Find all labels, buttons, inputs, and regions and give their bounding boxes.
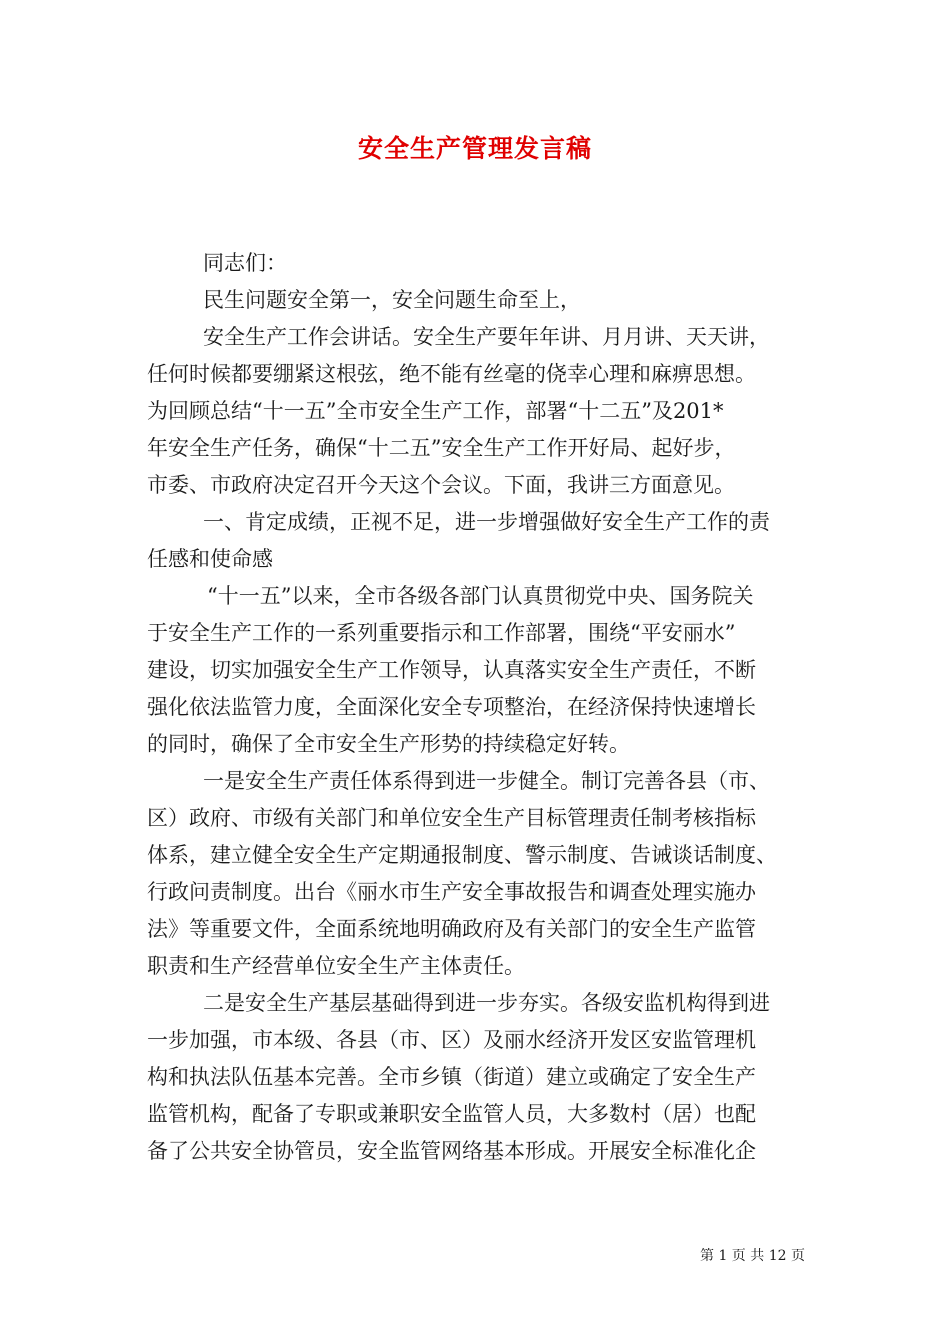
paragraph-line: 监管机构，配备了专职或兼职安全监管人员，大多数村（居）也配 (147, 1102, 756, 1126)
paragraph-line: 一是安全生产责任体系得到进一步健全。制订完善各县（市、 (203, 769, 770, 793)
paragraph-line: 职责和生产经营单位安全生产主体责任。 (147, 954, 525, 978)
document-body (147, 245, 813, 1170)
paragraph-line: 强化依法监管力度，全面深化安全专项整治，在经济保持快速增长 (147, 695, 756, 719)
paragraph-line: 为回顾总结“十一五”全市安全生产工作，部署“十二五”及201* (147, 399, 724, 423)
document-title: 安全生产管理发言稿 (357, 134, 592, 163)
paragraph-line: 建设，切实加强安全生产工作领导，认真落实安全生产责任，不断 (147, 658, 756, 682)
paragraph-line: 构和执法队伍基本完善。全市乡镇（街道）建立或确定了安全生产 (147, 1065, 756, 1089)
paragraph-line: 备了公共安全协管员，安全监管网络基本形成。开展安全标准化企 (147, 1139, 756, 1163)
paragraph-line: 二是安全生产基层基础得到进一步夯实。各级安监机构得到进 (203, 991, 770, 1015)
paragraph-line: 民生问题安全第一，安全问题生命至上， (203, 288, 581, 312)
section-heading-line: 任感和使命感 (147, 547, 273, 571)
paragraph-line: 法》等重要文件，全面系统地明确政府及有关部门的安全生产监管 (147, 917, 756, 941)
paragraph-line: 安全生产工作会讲话。安全生产要年年讲、月月讲、天天讲， (203, 325, 770, 349)
paragraph-line: 一步加强，市本级、各县（市、区）及丽水经济开发区安监管理机 (147, 1028, 756, 1052)
paragraph-line: “十一五”以来，全市各级各部门认真贯彻党中央、国务院关 (207, 584, 754, 608)
paragraph-line: 任何时候都要绷紧这根弦，绝不能有丝毫的侥幸心理和麻痹思想。 (147, 362, 756, 386)
salutation: 同志们： (203, 251, 287, 275)
paragraph-line: 的同时，确保了全市安全生产形势的持续稳定好转。 (147, 732, 630, 756)
paragraph-line: 于安全生产工作的一系列重要指示和工作部署，围绕“平安丽水” (147, 621, 736, 645)
paragraph-line: 区）政府、市级有关部门和单位安全生产目标管理责任制考核指标 (147, 806, 756, 830)
page-number-footer: 第 1 页 共 12 页 (700, 1248, 805, 1264)
paragraph-line: 体系，建立健全安全生产定期通报制度、警示制度、告诫谈话制度、 (147, 843, 777, 867)
paragraph-line: 行政问责制度。出台《丽水市生产安全事故报告和调查处理实施办 (147, 880, 756, 904)
paragraph-line: 年安全生产任务，确保“十二五”安全生产工作开好局、起好步， (147, 436, 736, 460)
paragraph-line: 市委、市政府决定召开今天这个会议。下面，我讲三方面意见。 (147, 473, 735, 497)
section-heading-line: 一、肯定成绩，正视不足，进一步增强做好安全生产工作的责 (203, 510, 770, 534)
